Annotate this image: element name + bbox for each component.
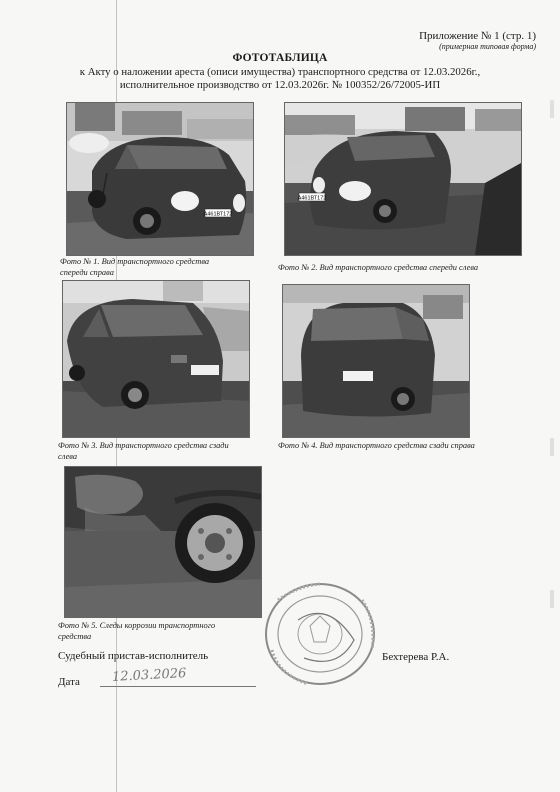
photo-3-caption <box>58 440 258 462</box>
subtitle-line-1: к Акту о наложении ареста (описи имущества) транспортного средства от 12.03.2026г., <box>79 66 481 78</box>
caption-line: Фото № 1. Вид транспортного средства <box>60 257 210 266</box>
scan-artifact <box>550 590 554 608</box>
signer-name: Бехтерева Р.А. <box>382 651 450 663</box>
scan-artifact <box>550 438 554 456</box>
photo-2 <box>284 102 522 256</box>
handwritten-date: 12.03.2026 <box>111 666 187 685</box>
license-plate: А461ВТ172 <box>297 195 327 202</box>
subtitle-line-2: исполнительное производство от 12.03.2026г. № 100352/26/72005-ИП <box>119 79 441 91</box>
caption-line: слева <box>58 452 78 461</box>
photo-5 <box>64 466 262 618</box>
caption-line: Фото № 3. Вид транспортного средства сзади <box>58 441 229 450</box>
document-header <box>419 30 536 51</box>
caption-line: Фото № 2. Вид транспортного средства спереди слева <box>278 263 479 272</box>
scan-artifact <box>550 100 554 118</box>
official-stamp <box>258 580 388 690</box>
photo-1 <box>66 102 254 256</box>
photo-5-caption <box>58 620 268 642</box>
caption-line: Фото № 5. Следы коррозии транспортного <box>58 621 216 630</box>
caption-line: Фото № 4. Вид транспортного средства сзади справа <box>278 441 475 450</box>
photo-4-caption <box>278 440 518 451</box>
form-note: (примерная типовая форма) <box>439 42 536 51</box>
photo-2-caption <box>278 262 518 273</box>
photo-1-caption <box>60 256 260 278</box>
appendix-label: Приложение № 1 (стр. 1) <box>419 30 536 42</box>
document-subtitle <box>0 66 560 92</box>
license-plate: А461ВТ172 <box>203 211 233 218</box>
signer-role: Судебный пристав-исполнитель <box>58 650 209 662</box>
date-label: Дата <box>58 676 80 688</box>
photo-4 <box>282 284 470 438</box>
caption-line: спереди справа <box>60 268 114 277</box>
date-underline <box>100 686 256 687</box>
caption-line: средства <box>58 632 92 641</box>
document-title: ФОТОТАБЛИЦА <box>232 52 328 64</box>
photo-3 <box>62 280 250 438</box>
